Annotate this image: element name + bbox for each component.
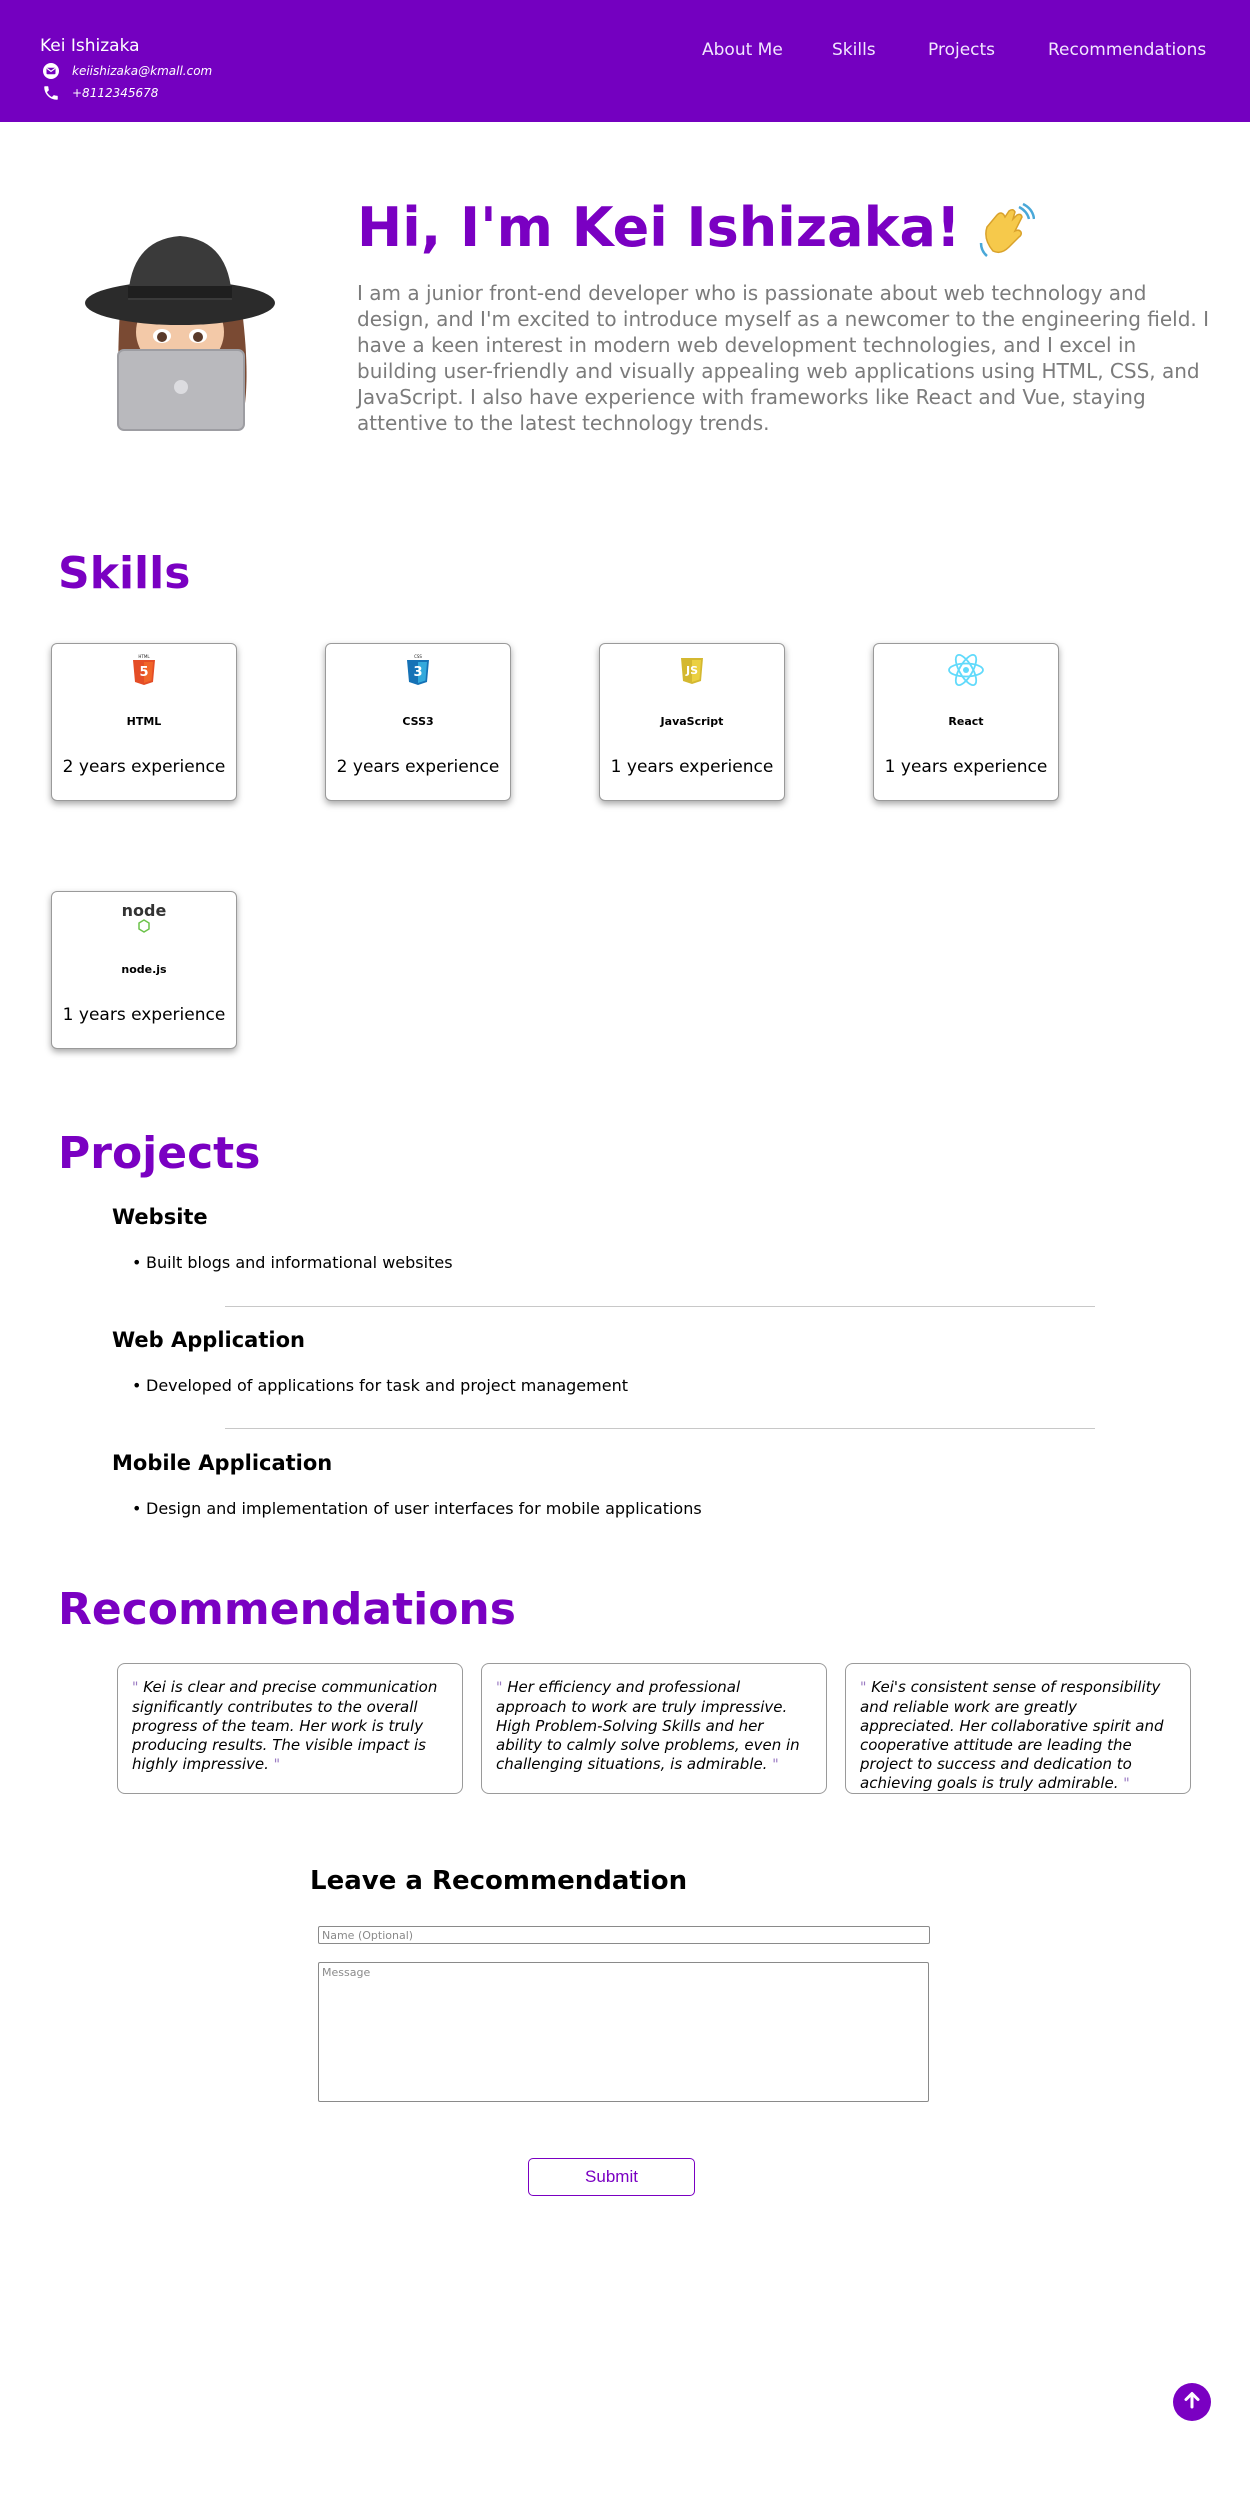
hero-title: [357, 196, 1035, 261]
leave-recommendation-title: Leave a Recommendation: [310, 1866, 688, 1896]
skills-section-title: Skills: [58, 548, 191, 599]
react-icon: [874, 652, 1058, 688]
skill-experience: 1 years experience: [884, 757, 1048, 777]
scroll-to-top-button[interactable]: [1173, 2383, 1211, 2421]
phone-text[interactable]: +8112345678: [72, 86, 159, 100]
project-detail-website: • Built blogs and informational websites: [132, 1253, 453, 1272]
project-title-mobile-application: Mobile Application: [112, 1451, 333, 1475]
nav-item-recommendations[interactable]: Recommendations: [1048, 40, 1207, 60]
open-quote: ": [496, 1680, 503, 1696]
skill-name: node.js: [121, 963, 167, 976]
open-quote: ": [132, 1680, 139, 1696]
nodejs-icon: [52, 900, 236, 936]
html5-icon: [52, 652, 236, 688]
skill-name: CSS3: [402, 715, 434, 728]
recommendation-card: [481, 1663, 827, 1794]
css3-icon: [326, 652, 510, 688]
project-detail-mobile-application: • Design and implementation of user interfaces for mobile applications: [132, 1499, 702, 1518]
svg-text:3: 3: [413, 665, 423, 680]
recommendation-card: [845, 1663, 1191, 1794]
skill-card-html: [51, 643, 237, 801]
phone-icon: [40, 84, 62, 102]
message-textarea[interactable]: [318, 1962, 929, 2102]
projects-section-title: Projects: [58, 1128, 261, 1179]
skill-name: React: [948, 715, 984, 728]
phone-row: [40, 82, 212, 104]
svg-text:HTML: HTML: [138, 654, 150, 659]
arrow-up-icon: [1181, 2389, 1203, 2415]
svg-text:CSS: CSS: [414, 654, 422, 659]
project-divider: [225, 1306, 1095, 1307]
project-detail-web-application: • Developed of applications for task and project management: [132, 1376, 628, 1395]
skill-experience: 1 years experience: [62, 1005, 226, 1025]
skill-name: HTML: [126, 715, 162, 728]
email-text[interactable]: keiishizaka@kmall.com: [72, 64, 213, 78]
skill-experience: 1 years experience: [610, 757, 774, 777]
nav-item-about-me[interactable]: About Me: [702, 40, 783, 60]
email-icon: [40, 62, 62, 80]
skill-experience: 2 years experience: [336, 757, 500, 777]
recommendation-text: Her efficiency and professional approach to work are truly impressive. High Problem-Solving Skills and her ability to calmly solve problems, even in challenging situations, is admirable.: [496, 1678, 800, 1773]
profile-avatar: [80, 200, 280, 440]
hero-title-text: Hi, I'm Kei Ishizaka!: [357, 196, 961, 259]
open-quote: ": [860, 1680, 867, 1696]
project-title-web-application: Web Application: [112, 1328, 305, 1352]
nav-item-skills[interactable]: Skills: [832, 40, 876, 60]
svg-text:5: 5: [139, 665, 149, 680]
svg-text:JS: JS: [685, 664, 699, 677]
skill-card-react: [873, 643, 1059, 801]
close-quote: ": [772, 1757, 779, 1773]
close-quote: ": [1123, 1776, 1130, 1792]
recommendation-text: Kei is clear and precise communication significantly contributes to the overall progress of the team. Her work is truly producing results. The visible impact is highly impressive.: [132, 1678, 438, 1773]
skill-card-nodejs: [51, 891, 237, 1049]
recommendation-card: [117, 1663, 463, 1794]
svg-text:node: node: [121, 901, 167, 920]
submit-button[interactable]: Submit: [528, 2158, 695, 2196]
nav-item-projects[interactable]: Projects: [928, 40, 996, 60]
project-title-website: Website: [112, 1205, 208, 1229]
site-owner-name: Kei Ishizaka: [40, 36, 140, 56]
recommendation-text: Kei's consistent sense of responsibility and reliable work are greatly appreciated. Her collaborative spirit and cooperative attitude are leading the project to success and dedication to achieving goals is truly admirable.: [860, 1678, 1164, 1792]
skill-experience: 2 years experience: [62, 757, 226, 777]
skill-card-javascript: [599, 643, 785, 801]
skill-card-css3: [325, 643, 511, 801]
recommendations-section-title: Recommendations: [58, 1584, 516, 1635]
close-quote: ": [273, 1757, 281, 1773]
hero-intro-text: I am a junior front-end developer who is passionate about web technology and design, and I'm excited to introduce myself as a newcomer to the engineering field. I have a keen interest in modern web development technologies, and I excel in building user-friendly and visually appealing web applications using HTML, CSS, and JavaScript. I also have experience with frameworks like React and Vue, staying attentive to the latest technology trends.: [357, 281, 1210, 435]
site-header: [0, 0, 1250, 122]
name-input[interactable]: [318, 1926, 930, 1944]
skill-name: JavaScript: [660, 715, 724, 728]
waving-hand-icon: [975, 201, 1035, 261]
javascript-icon: [600, 652, 784, 688]
project-divider: [225, 1428, 1095, 1429]
main-nav: [0, 40, 1250, 64]
